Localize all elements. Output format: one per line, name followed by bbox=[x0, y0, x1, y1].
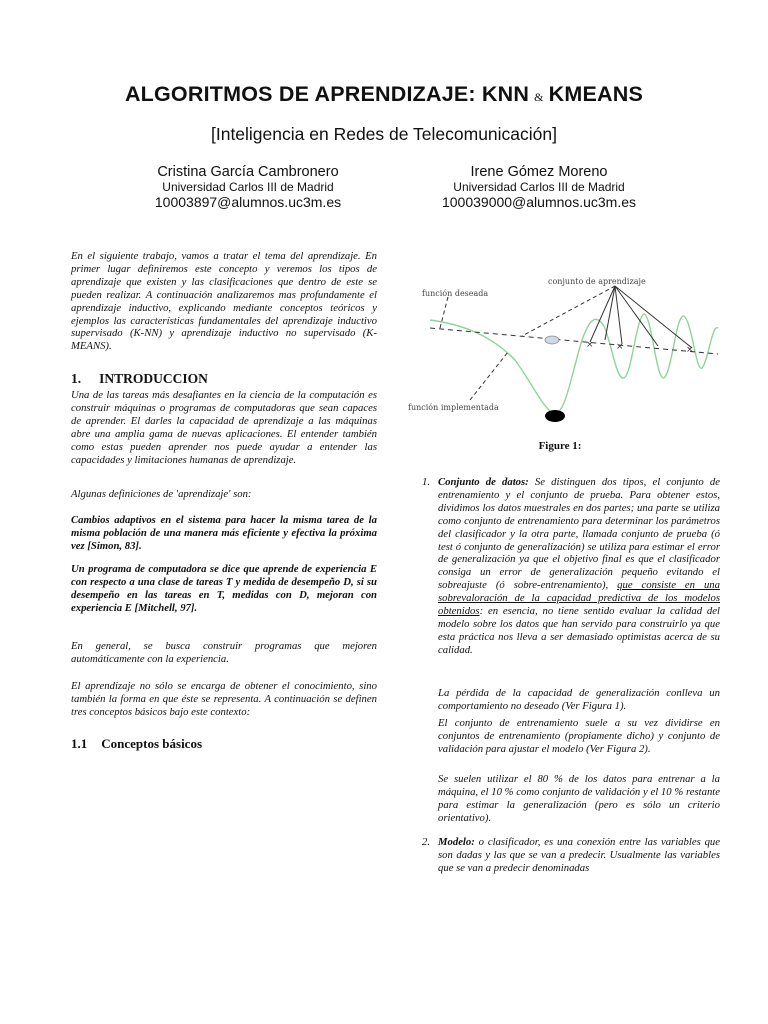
pointer-line bbox=[615, 286, 692, 348]
figure-caption: Figure 1: bbox=[538, 440, 582, 452]
term: Modelo: bbox=[438, 836, 475, 848]
paragraph: Se suelen utilizar el 80 % de los datos para entrenar a la máquina, el 10 % como conjunto de validación y el 10 % restante para estimar la generalización (pero es sólo un criterio orientativo). bbox=[438, 773, 720, 824]
sample-point: × bbox=[686, 345, 694, 355]
section-heading: 1. INTRODUCCION bbox=[71, 371, 208, 386]
definition-paragraph: Cambios adaptivos en el sistema para hacer la misma tarea de la misma población de una manera más eficiente y efectiva la próxima vez [Simon, 83]. bbox=[71, 514, 377, 552]
author-name: Irene Gómez Moreno bbox=[470, 164, 608, 180]
author-affiliation: Universidad Carlos III de Madrid bbox=[162, 180, 334, 194]
label-training-set: conjunto de aprendizaje bbox=[548, 277, 646, 286]
list-item: Conjunto de datos: Se distinguen dos tipos, el conjunto de entrenamiento y el conjunto de prueba. Para obtener estos, dividimos los datos muestrales en dos partes; una parte se utiliza como conjunto de entrenamiento para determinar los parámetros del clasificador y la otra parte, llamada conjunto de prueba (ó test ó conjunto de generalización) se utiliza para estimar el error de generalización ya que el objetivo final es que el clasificador consiga un error de generalización pequeño evitando el sobreajuste (ó sobre-entrenamiento), que consiste en una sobrevaloración de la capacidad predictiva de los modelos obtenidos: en esencia, no tiene sentido evaluar la calidad del modelo sobre los datos que han servido para construirlo ya que esta práctica nos lleva a ser demasiado optimistas acerca de su calidad. bbox=[438, 476, 720, 656]
label-implemented-function: función implementada bbox=[408, 403, 499, 412]
abstract: En el siguiente trabajo, vamos a tratar el tema del aprendizaje. En primer lugar definiremos este concepto y veremos los tipos de aprendizaje que existen y las clasificaciones que dentro de este se pueden realizar. A continuación analizaremos mas profundamente el aprendizaje inductivo, explicando mediante conceptos teóricos y ejemplos las características fundamentales del aprendizaje inductivo supervisado (K-NN) y aprendizaje inductivo no supervisado (K-MEANS). bbox=[71, 250, 377, 353]
paper-subtitle: [Inteligencia en Redes de Telecomunicación] bbox=[210, 124, 557, 144]
pointer-line bbox=[590, 286, 615, 342]
paper-title: ALGORITMOS DE APRENDIZAJE: KNN & KMEANS bbox=[124, 82, 644, 106]
sample-point: × bbox=[616, 342, 624, 352]
paragraph: El aprendizaje no sólo se encarga de obtener el conocimiento, sino también la forma en que éste se representa. A continuación se definen tres conceptos básicos bajo este contexto: bbox=[71, 680, 377, 718]
term: Conjunto de datos: bbox=[438, 476, 529, 488]
sample-point bbox=[545, 336, 559, 344]
author-block bbox=[414, 163, 664, 211]
subsection-heading: 1.1 Conceptos básicos bbox=[71, 736, 203, 751]
paragraph: La pérdida de la capacidad de generalización conlleva un comportamiento no deseado (Ver Figura 1). bbox=[438, 687, 720, 712]
figure-graphic bbox=[400, 262, 720, 427]
author-email: 10003897@alumnos.uc3m.es bbox=[154, 194, 342, 210]
list-number: 1. bbox=[422, 476, 431, 488]
paragraph: Una de las tareas más desafiantes en la ciencia de la computación es construir máquinas o programas de computadoras que sean capaces de aprender. El darles la capacidad de aprendizaje a las máquinas abre una amplia gama de nuevas aplicaciones. El entender también como estas pueden aprender nos puede ayudar a entender las capacidades y limitaciones humanas de aprendizaje. bbox=[71, 389, 377, 466]
author-block bbox=[123, 163, 373, 211]
sample-point: × bbox=[586, 340, 594, 350]
pointer-line bbox=[605, 286, 615, 340]
paragraph: Algunas definiciones de 'aprendizaje' son: bbox=[71, 488, 252, 500]
paragraph: El conjunto de entrenamiento suele a su vez dividirse en conjuntos de entrenamiento (propiamente dicho) y conjunto de validación para ajustar el modelo (Ver Figura 2). bbox=[438, 717, 720, 755]
author-name: Cristina García Cambronero bbox=[157, 164, 339, 180]
sample-point bbox=[545, 410, 565, 422]
implemented-function-curve bbox=[430, 314, 718, 414]
figure-overfitting bbox=[400, 262, 720, 427]
list-number: 2. bbox=[422, 836, 431, 848]
author-email: 100039000@alumnos.uc3m.es bbox=[441, 194, 636, 210]
definition-paragraph: Un programa de computadora se dice que aprende de experiencia E con respecto a una clase de tareas T y medida de desempeño D, si su desempeño en las tareas en T, medidas con D, mejoran con experiencia E [Mitchell, 97]. bbox=[71, 563, 377, 614]
paragraph: En general, se busca construir programas que mejoren automáticamente con la experiencia. bbox=[71, 640, 377, 665]
list-item: Modelo: o clasificador, es una conexión entre las variables que son dadas y las que se van a predecir. Usualmente las variables que se van a predecir denominadas bbox=[438, 836, 720, 874]
pointer-line bbox=[522, 286, 615, 336]
author-affiliation: Universidad Carlos III de Madrid bbox=[453, 180, 625, 194]
pointer-line bbox=[470, 352, 508, 400]
label-desired-function: función deseada bbox=[422, 289, 489, 298]
underlined-text: que consiste en una sobrevaloración de la capacidad predictiva de los modelos obtenidos bbox=[438, 579, 720, 618]
